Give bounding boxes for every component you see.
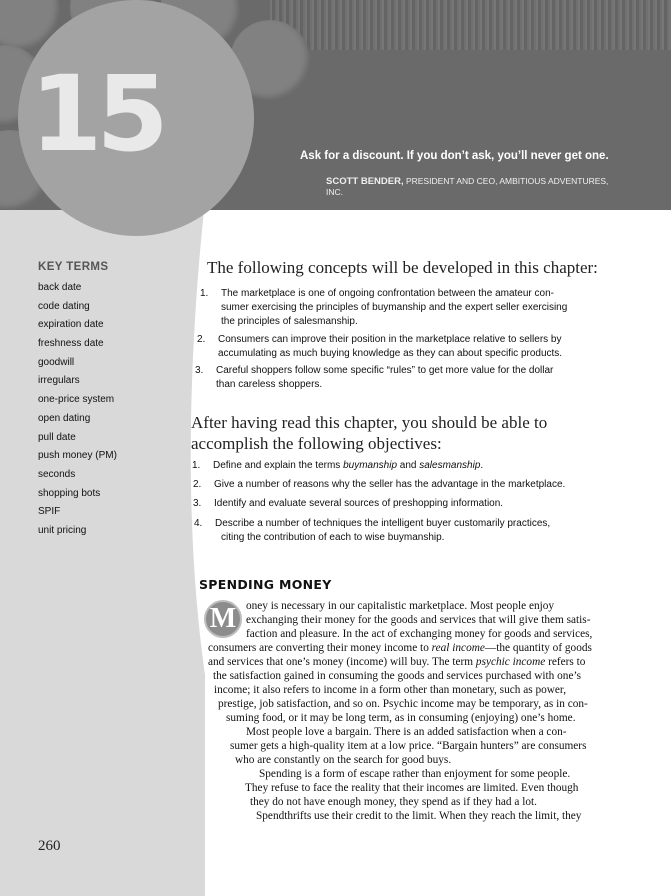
key-term: goodwill: [38, 356, 75, 368]
objective-item: [192, 459, 642, 473]
objective-text: Describe a number of techniques the intelligent buyer customarily practices,: [215, 517, 551, 529]
objective-text: Identify and evaluate several sources of preshopping information.: [214, 498, 504, 510]
concept-text: The marketplace is one of ongoing confrontation between the amateur con-: [221, 288, 554, 299]
key-terms-heading: KEY TERMS: [38, 261, 109, 273]
body-text: refers to: [545, 656, 586, 668]
key-term: open dating: [38, 412, 91, 424]
key-term: freshness date: [38, 338, 104, 350]
section-heading: SPENDING MONEY: [199, 577, 332, 592]
objectives-list: [192, 459, 642, 548]
concepts-heading: The following concepts will be developed in this chapter:: [207, 258, 598, 277]
body-line: [208, 642, 592, 655]
item-number: 3.: [193, 498, 202, 510]
key-term: expiration date: [38, 319, 104, 331]
concept-text: the principles of salesmanship.: [221, 316, 358, 328]
key-term: back date: [38, 282, 82, 293]
objective-item: [194, 517, 642, 545]
key-term: seconds: [38, 468, 76, 480]
term-buymanship: buymanship: [343, 460, 397, 471]
quote-author-title: PRESIDENT AND CEO, AMBITIOUS ADVENTURES, INC.: [326, 176, 609, 197]
body-text: consumers are converting their money income to: [208, 642, 432, 654]
objectives-heading-line: accomplish the following objectives:: [191, 434, 442, 453]
concept-text: than careless shoppers.: [216, 379, 323, 391]
concept-item: [200, 287, 640, 330]
objective-item: [193, 478, 642, 492]
objective-text: citing the contribution of each to wise buymanship.: [221, 531, 445, 543]
key-term: code dating: [38, 300, 90, 312]
key-term: pull date: [38, 431, 76, 443]
concept-item: [197, 333, 640, 361]
key-term: one-price system: [38, 394, 115, 406]
term-real-income: real income: [431, 642, 485, 654]
term-psychic-income: psychic income: [475, 656, 546, 668]
key-terms-list: [38, 279, 117, 541]
key-term: push money (PM): [38, 450, 117, 462]
body-line: suming food, or it may be long term, as in consuming (enjoying) one’s home.: [226, 712, 576, 724]
body-line: faction and pleasure. In the act of exchanging money for goods and services,: [246, 628, 593, 640]
body-line: they do not have enough money, they spend as if they had a lot.: [250, 796, 537, 808]
body-line: [208, 656, 585, 669]
body-line: income; it also refers to income in a form other than monetary, such as power,: [214, 684, 567, 696]
body-line: who are constantly on the search for good buys.: [235, 754, 452, 766]
term-salesmanship: salesmanship: [419, 460, 481, 471]
key-term: unit pricing: [38, 524, 87, 536]
key-term: irregulars: [38, 375, 80, 387]
item-number: 2.: [193, 479, 202, 491]
item-number: 2.: [197, 333, 206, 345]
item-number: 3.: [195, 365, 204, 377]
drop-cap: M: [204, 600, 242, 638]
body-line: Spendthrifts use their credit to the limit. When they reach the limit, they: [256, 810, 582, 822]
objectives-heading: [191, 412, 611, 454]
objective-item: [193, 497, 642, 511]
objective-text: and: [397, 460, 420, 471]
concepts-list: [195, 287, 640, 395]
body-line: They refuse to face the reality that their incomes are limited. Even though: [245, 782, 579, 794]
chapter-number: 15: [30, 53, 163, 175]
item-number: 1.: [192, 460, 201, 471]
body-line: the satisfaction gained in consuming the goods and services purchased with one’s: [213, 670, 582, 682]
body-line: sumer gets a high-quality item at a low price. “Bargain hunters” are consumers: [230, 740, 587, 752]
body-line: oney is necessary in our capitalistic marketplace. Most people enjoy: [246, 600, 555, 612]
key-term: shopping bots: [38, 487, 101, 499]
body-text: —the quantity of goods: [484, 642, 592, 654]
quote-author-name: SCOTT BENDER,: [326, 176, 404, 187]
objective-text: .: [480, 460, 484, 471]
body-line: Spending is a form of escape rather than enjoyment for some people.: [259, 768, 571, 780]
chapter-quote: Ask for a discount. If you don’t ask, you’ll never get one.: [300, 150, 609, 162]
item-number: 4.: [194, 517, 203, 529]
objective-text: Give a number of reasons why the seller has the advantage in the marketplace.: [214, 479, 566, 491]
concept-text: accumulating as much buying knowledge as they can about specific products.: [218, 347, 563, 359]
key-term: SPIF: [38, 506, 61, 518]
page-number: 260: [38, 838, 61, 854]
objective-text: Define and explain the terms: [213, 460, 344, 471]
concept-item: [195, 364, 640, 392]
item-number: 1.: [200, 288, 209, 299]
body-text: and services that one’s money (income) will buy. The term: [208, 656, 476, 668]
body-line: prestige, job satisfaction, and so on. Psychic income may be temporary, as in con-: [218, 698, 588, 710]
objectives-heading-line: After having read this chapter, you should be able to: [191, 413, 548, 432]
body-line: Most people love a bargain. There is an added satisfaction when a con-: [246, 726, 567, 738]
concept-text: Consumers can improve their position in the marketplace relative to sellers by: [218, 333, 562, 345]
quote-attribution: [326, 176, 626, 197]
body-line: exchanging their money for the goods and services that will give them satis-: [246, 614, 591, 626]
concept-text: sumer exercising the principles of buymanship and the expert seller exercising: [221, 302, 568, 314]
concept-text: Careful shoppers follow some specific “rules” to get more value for the dollar: [216, 365, 554, 377]
